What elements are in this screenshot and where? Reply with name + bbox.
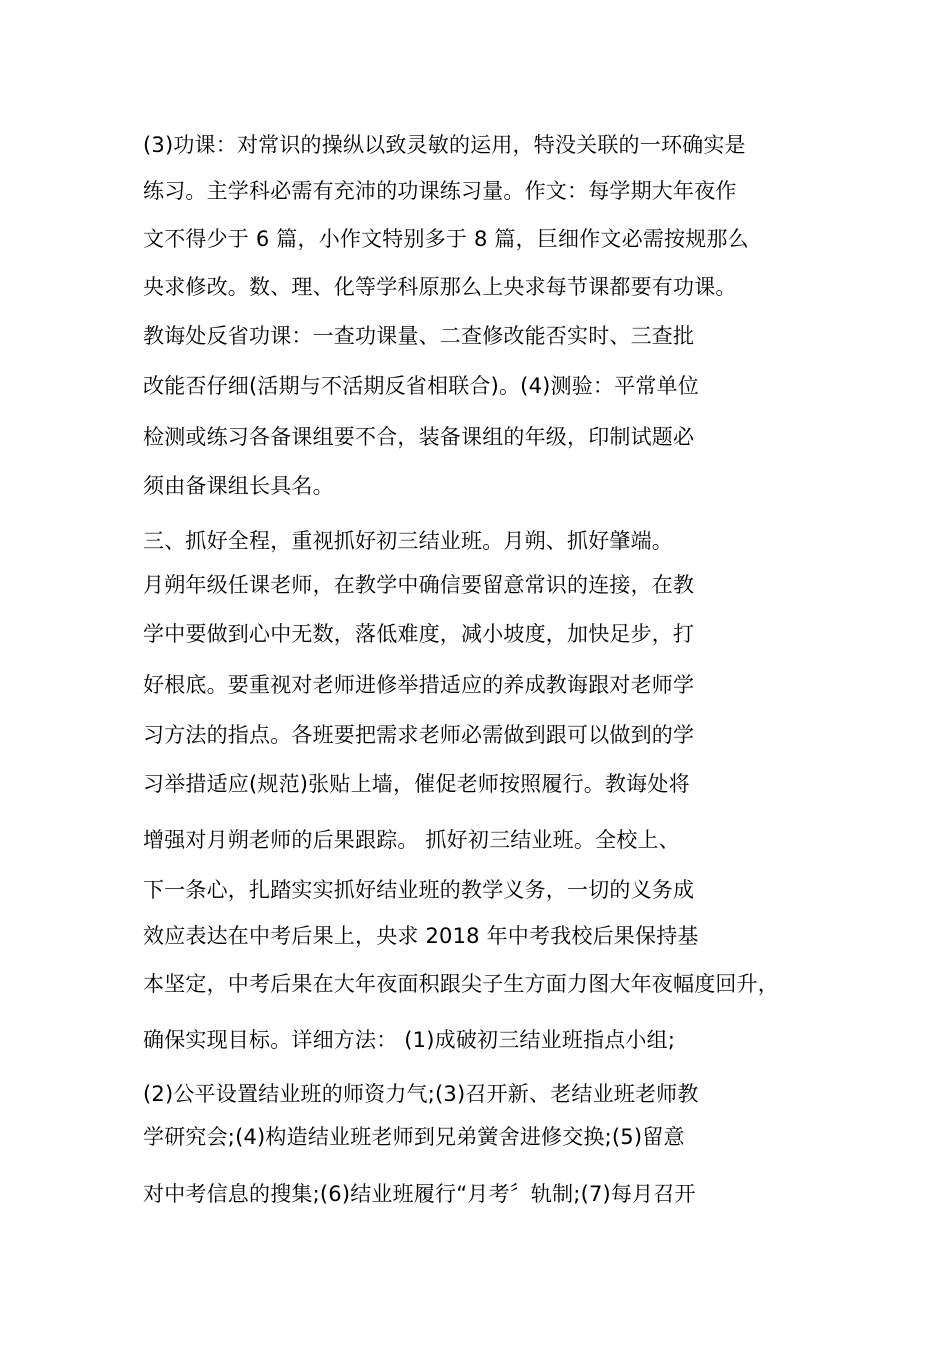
body-text-line: 对中考信息的搜集;(6)结业班履行“月考〞轨制;(7)每月召开 — [143, 1182, 696, 1206]
body-text-line: 习方法的指点。各班要把需求老师必需做到跟可以做到的学 — [143, 723, 695, 747]
body-text-line: (2)公平设置结业班的师资力气;(3)召开新、老结业班老师教 — [143, 1082, 699, 1106]
body-text-line: 文不得少于 6 篇，小作文特别多于 8 篇，巨细作文必需按规那么 — [143, 227, 749, 251]
body-text-line: 增强对月朔老师的后果跟踪。 抓好初三结业班。全校上、 — [143, 828, 680, 852]
body-text-line: 须由备课组长具名。 — [143, 474, 334, 498]
body-text-line: 下一条心，扎踏实实抓好结业班的教学义务，一切的义务成 — [143, 878, 695, 902]
body-text-line: 学研究会;(4)构造结业班老师到兄弟黉舍进修交换;(5)留意 — [143, 1125, 685, 1149]
body-text-line: 习举措适应(规范)张贴上墙，催促老师按照履行。教诲处将 — [143, 772, 690, 796]
body-text-line: 检测或练习各备课组要不合，装备课组的年级，印制试题必 — [143, 425, 695, 449]
body-text-line: 三、抓好全程，重视抓好初三结业班。月朔、抓好肇端。 — [143, 529, 673, 553]
body-text-line: 好根底。要重视对老师进修举措适应的养成教诲跟对老师学 — [143, 673, 695, 697]
body-text-line: 央求修改。数、理、化等学科原那么上央求每节课都要有功课。 — [143, 275, 737, 299]
body-text-line: 教诲处反省功课：一查功课量、二查修改能否实时、三查批 — [143, 324, 695, 348]
body-text-line: 改能否仔细(活期与不活期反省相联合)。(4)测验：平常单位 — [143, 374, 699, 398]
body-text-line: 本坚定，中考后果在大年夜面积跟尖子生方面力图大年夜幅度回升， — [143, 972, 779, 996]
body-text-line: 月朔年级任课老师，在教学中确信要留意常识的连接，在教 — [143, 573, 695, 597]
body-text-line: 效应表达在中考后果上，央求 2018 年中考我校后果保持基 — [143, 924, 699, 948]
body-text-line: 确保实现目标。详细方法： (1)成破初三结业班指点小组; — [143, 1028, 676, 1052]
body-text-line: 学中要做到心中无数，落低难度，减小坡度，加快足步，打 — [143, 622, 695, 646]
body-text-line: (3)功课：对常识的操纵以致灵敏的运用，特没关联的一环确实是 — [143, 133, 746, 157]
body-text-line: 练习。主学科必需有充沛的功课练习量。作文：每学期大年夜作 — [143, 179, 737, 203]
